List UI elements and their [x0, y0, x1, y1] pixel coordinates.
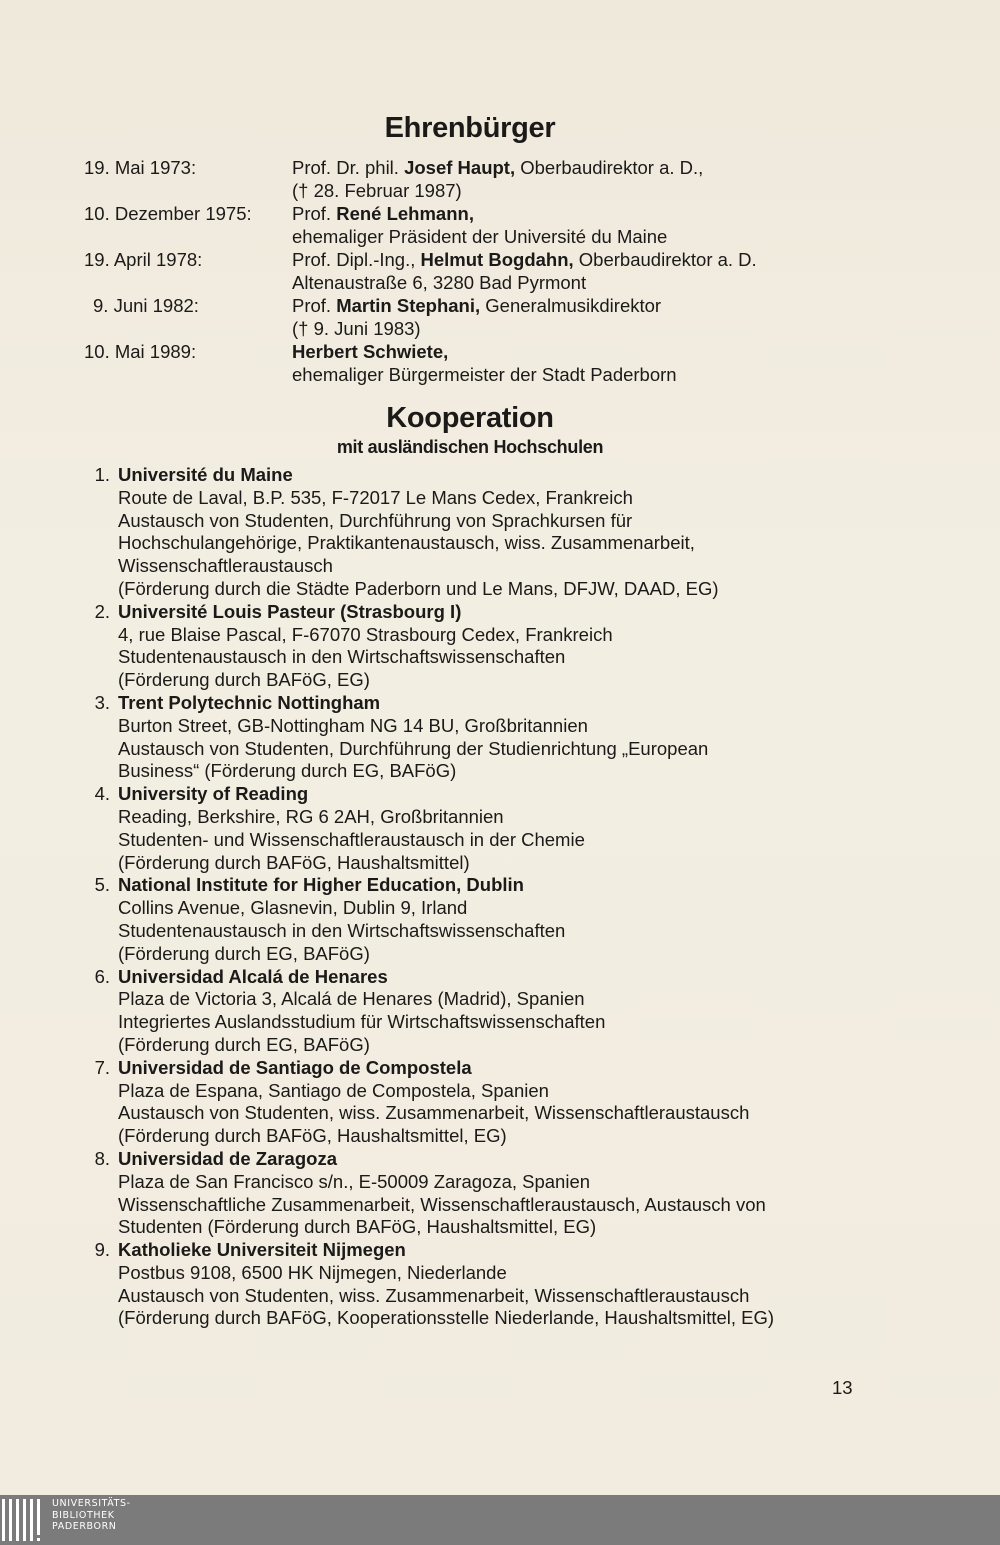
honor-description [292, 294, 892, 340]
honorary-citizens-list [0, 156, 1000, 386]
cooperation-item [0, 1239, 1000, 1330]
honor-title-text: Prof. [292, 295, 337, 316]
honor-name: Martin Stephani, [336, 295, 481, 316]
institution-detail-line: Wissenschaftleraustausch [118, 555, 333, 577]
honor-description [292, 202, 892, 248]
cooperation-item-number: 3. [94, 691, 110, 713]
honor-description [292, 248, 892, 294]
cooperation-item-number: 1. [94, 464, 110, 485]
cooperation-item-number: 4. [94, 783, 110, 805]
cooperation-item [0, 464, 1000, 601]
honor-role: Oberbaudirektor a. D., [515, 157, 704, 178]
institution-detail-line: Hochschulangehörige, Praktikantenaustausch, wiss. Zusammenarbeit, [118, 532, 695, 554]
cooperation-item-body [118, 464, 818, 601]
honor-entry [0, 294, 1000, 340]
cooperation-item [0, 966, 1000, 1057]
institution-detail-line: 4, rue Blaise Pascal, F-67070 Strasbourg Cedex, Frankreich [118, 623, 613, 645]
cooperation-item-body [118, 1057, 818, 1148]
honor-note: ehemaliger Bürgermeister der Stadt Paderborn [292, 364, 677, 385]
institution-detail-line: Business“ (Förderung durch EG, BAFöG) [118, 760, 457, 782]
honor-title-text: Prof. [292, 203, 337, 224]
honor-name: Josef Haupt, [404, 157, 516, 178]
cooperation-item-number: 5. [94, 874, 110, 896]
honor-description [292, 156, 892, 202]
library-logo-text [52, 1498, 131, 1533]
honor-name: René Lehmann, [336, 203, 474, 224]
institution-detail-line: Wissenschaftliche Zusammenarbeit, Wissenschaftleraustausch, Austausch von [118, 1193, 766, 1215]
library-logo-icon [0, 1495, 48, 1545]
institution-detail-line: Austausch von Studenten, wiss. Zusammenarbeit, Wissenschaftleraustausch [118, 1284, 750, 1306]
institution-name: National Institute for Higher Education, Dublin [118, 874, 524, 896]
logo-line: UNIVERSITÄTS- [52, 1498, 131, 1509]
logo-line: BIBLIOTHEK [52, 1509, 115, 1521]
honor-entry [0, 340, 1000, 386]
honor-title-text: Prof. Dr. phil. [292, 157, 405, 178]
institution-detail-line: Studentenaustausch in den Wirtschaftswissenschaften [118, 646, 566, 668]
institution-detail-line: Studenten- und Wissenschaftleraustausch in der Chemie [118, 828, 585, 850]
honor-entry [0, 156, 1000, 202]
honor-date: 19. April 1978: [84, 249, 203, 270]
library-footer-bar [0, 1495, 1000, 1545]
honor-role: Oberbaudirektor a. D. [573, 249, 757, 270]
honor-title-text: Prof. Dipl.-Ing., [292, 249, 421, 270]
institution-detail-line: (Förderung durch BAFöG, Haushaltsmittel) [118, 851, 470, 873]
cooperation-item-body [118, 601, 818, 692]
honor-note: († 28. Februar 1987) [292, 180, 462, 201]
institution-detail-line: (Förderung durch EG, BAFöG) [118, 942, 370, 964]
institution-detail-line: Plaza de San Francisco s/n., E-50009 Zaragoza, Spanien [118, 1170, 591, 1192]
institution-name: Universidad de Zaragoza [118, 1147, 337, 1169]
cooperation-item-body [118, 874, 818, 965]
institution-detail-line: Studenten (Förderung durch BAFöG, Haushaltsmittel, EG) [118, 1216, 597, 1238]
institution-detail-line: (Förderung durch EG, BAFöG) [118, 1033, 370, 1055]
cooperation-item-number: 8. [94, 1147, 110, 1169]
logo-line: PADERBORN [52, 1521, 117, 1532]
cooperation-item-body [118, 1239, 818, 1330]
cooperation-subheading: mit ausländischen Hochschulen [336, 437, 604, 457]
honor-note: ehemaliger Präsident der Université du Maine [292, 226, 668, 247]
institution-detail-line: Austausch von Studenten, Durchführung von Sprachkursen für [118, 509, 633, 531]
honor-date: 19. Mai 1973: [84, 157, 197, 178]
institution-detail-line: (Förderung durch BAFöG, Haushaltsmittel, EG) [118, 1125, 507, 1147]
institution-name: University of Reading [118, 783, 309, 805]
cooperation-item-number: 6. [94, 965, 110, 987]
institution-name: Universidad de Santiago de Compostela [118, 1056, 472, 1078]
institution-detail-line: Collins Avenue, Glasnevin, Dublin 9, Irland [118, 897, 468, 919]
cooperation-item-body [118, 1148, 818, 1239]
institution-detail-line: Integriertes Auslandsstudium für Wirtschaftswissenschaften [118, 1011, 606, 1033]
honor-note: († 9. Juni 1983) [292, 318, 421, 339]
cooperation-item [0, 601, 1000, 692]
cooperation-heading: Kooperation [386, 402, 554, 434]
institution-detail-line: (Förderung durch die Städte Paderborn und Le Mans, DFJW, DAAD, EG) [118, 577, 719, 599]
institution-name: Université Louis Pasteur (Strasbourg I) [118, 600, 462, 622]
honor-name: Helmut Bogdahn, [420, 249, 574, 270]
cooperation-item-number: 9. [94, 1239, 110, 1261]
institution-detail-line: (Förderung durch BAFöG, Kooperationsstelle Niederlande, Haushaltsmittel, EG) [118, 1307, 775, 1329]
cooperation-item [0, 692, 1000, 783]
institution-name: Katholieke Universiteit Nijmegen [118, 1239, 406, 1261]
institution-detail-line: (Förderung durch BAFöG, EG) [118, 669, 370, 691]
cooperation-item [0, 874, 1000, 965]
honor-date: 10. Mai 1989: [84, 341, 197, 362]
honor-name: Herbert Schwiete, [292, 341, 449, 362]
honorary-citizens-heading: Ehrenbürger [384, 112, 556, 144]
institution-detail-line: Route de Laval, B.P. 535, F-72017 Le Mans Cedex, Frankreich [118, 486, 633, 508]
cooperation-item [0, 1148, 1000, 1239]
cooperation-item-number: 7. [94, 1056, 110, 1078]
cooperation-item-body [118, 783, 818, 874]
honor-note: Altenaustraße 6, 3280 Bad Pyrmont [292, 272, 587, 293]
cooperation-item [0, 783, 1000, 874]
institution-detail-line: Austausch von Studenten, wiss. Zusammenarbeit, Wissenschaftleraustausch [118, 1102, 750, 1124]
honor-description [292, 340, 892, 386]
institution-name: Universidad Alcalá de Henares [118, 965, 388, 987]
institution-detail-line: Plaza de Victoria 3, Alcalá de Henares (Madrid), Spanien [118, 988, 585, 1010]
cooperation-item-number: 2. [94, 600, 110, 622]
honor-role: Generalmusikdirektor [480, 295, 662, 316]
institution-detail-line: Burton Street, GB-Nottingham NG 14 BU, Großbritannien [118, 714, 588, 736]
honor-date: 10. Dezember 1975: [84, 203, 252, 224]
page-number: 13 [832, 1377, 853, 1398]
cooperation-item-body [118, 692, 818, 783]
institution-name: Trent Polytechnic Nottingham [118, 691, 381, 713]
cooperation-item-body [118, 966, 818, 1057]
cooperation-list [0, 464, 1000, 1330]
institution-detail-line: Reading, Berkshire, RG 6 2AH, Großbritannien [118, 805, 504, 827]
institution-detail-line: Plaza de Espana, Santiago de Compostela, Spanien [118, 1079, 549, 1101]
honor-date: 9. Juni 1982: [93, 295, 199, 316]
honor-entry [0, 202, 1000, 248]
institution-name: Université du Maine [118, 464, 293, 485]
cooperation-item [0, 1057, 1000, 1148]
institution-detail-line: Austausch von Studenten, Durchführung der Studienrichtung „European [118, 737, 709, 759]
honor-entry [0, 248, 1000, 294]
institution-detail-line: Studentenaustausch in den Wirtschaftswissenschaften [118, 919, 566, 941]
institution-detail-line: Postbus 9108, 6500 HK Nijmegen, Niederlande [118, 1261, 507, 1283]
